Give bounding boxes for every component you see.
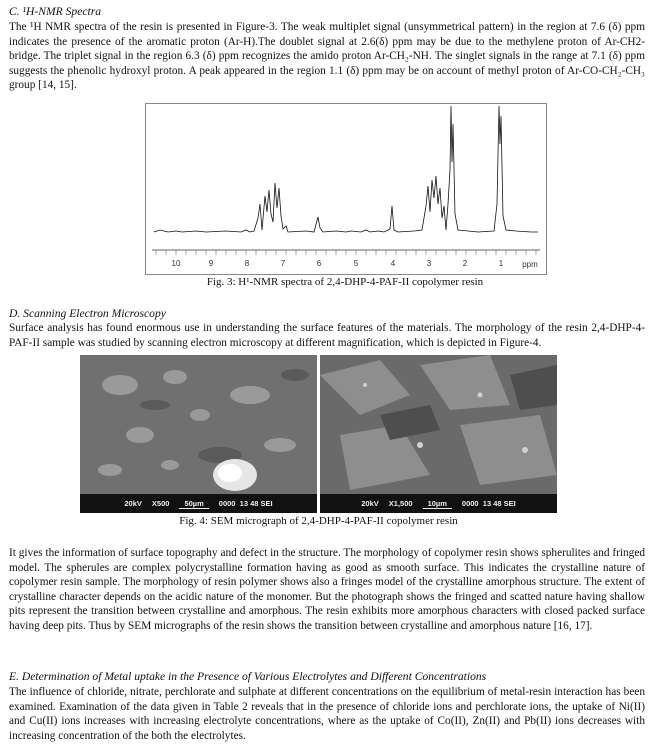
sem-micrograph-x500 — [80, 355, 317, 513]
paragraph-nmr: The ¹H NMR spectra of the resin is presented in Figure-3. The weak multiplet signal (unsymmetrical pattern) in the region at 7.6 (δ) ppm indicates the presence of the aromatic proton (Ar-H).The doublet signal at 2.6(δ) ppm may be due to the methylene proton of Ar-CH2- bridge. The triplet signal in the region 6.3 (δ) ppm recognizes the amido proton Ar-CH₂-NH. The singlet signals in the range at 7.1 (δ) ppm suggests the phenolic hydroxyl proton. A peak appeared in the region 1.1 (δ) ppm may be on account of methyl proton of Ar-CO-CH₂-CH₃ group [14, 15]. — [9, 21, 645, 92]
sem-scale-label: 10µm — [423, 499, 452, 509]
sem-texture-right — [320, 355, 557, 494]
tick-label-4: 4 — [390, 259, 396, 268]
paragraph-sem-discussion: It gives the information of surface topography and defect in the structure. The morphology of copolymer resin shows spherulites and fringed model. The spherules are complex polycrystalline formation having as good as smooth surface. This indicates the crystalline nature of copolymer resin sample. The morphology of resin polymer shows also a fringes model of the crystalline amorphous structure. The extent of crystalline character depends on the acidic nature of the monomer. But the photograph shows the fringed and scatted nature having shallow pits represent the transition between crystalline and amorphous. The resin exhibits more amorphous characters with closed packed surface having deep pits. Thus by SEM micrographs of the resin shows the transition between crystalline and amorphous nature [16, 17]. — [9, 547, 645, 632]
nmr-spectrum-figure — [145, 103, 547, 275]
tick-label-9: 9 — [208, 259, 214, 268]
sem-micrograph-x1500 — [320, 355, 557, 513]
tick-label-7: 7 — [280, 259, 286, 268]
section-heading-nmr: C. ¹H-NMR Spectra — [9, 5, 102, 18]
tick-label-6: 6 — [316, 259, 322, 268]
sem-kv-label: 20kV — [361, 499, 379, 508]
tick-label-1: 1 — [498, 259, 504, 268]
sem-scale-label: 50µm — [179, 499, 208, 509]
figure-3-caption: Fig. 3: H¹-NMR spectra of 2,4-DHP-4-PAF-II copolymer resin — [206, 276, 484, 288]
tick-label-2: 2 — [462, 259, 468, 268]
figure-4-caption: Fig. 4: SEM micrograph of 2,4-DHP-4-PAF-II copolymer resin — [179, 515, 458, 527]
paragraph-metal-uptake: The influence of chloride, nitrate, perchlorate and sulphate at different concentrations on the equilibrium of metal-resin interaction has been examined. Examination of the data given in Table 2 reveals that in the presence of chloride ions and perchlorate ions, the uptake of Ni(II) and Cu(II) ions increases with increasing electrolyte concentrations, where as the uptake of Co(II), Zn(II) and Pb(II) ions decreases with increasing concentration of the both the electrolytes. — [9, 686, 645, 742]
tick-label-10: 10 — [171, 259, 181, 268]
axis-unit-label: ppm — [522, 260, 538, 269]
sem-info-bar-left — [80, 494, 317, 513]
paragraph-sem: Surface analysis has found enormous use in understanding the surface features of the materials. The morphology of the resin 2,4-DHP-4-PAF-II sample was studied by scanning electron microscopy at different magnification, which is depicted in Figure-4. — [9, 322, 645, 349]
tick-label-5: 5 — [353, 259, 359, 268]
tick-label-3: 3 — [426, 259, 432, 268]
sem-texture-left — [80, 355, 317, 494]
sem-code-label: 0000 13 48 SEI — [218, 499, 273, 508]
section-heading-sem: D. Scanning Electron Microscopy — [9, 307, 166, 320]
nmr-spectrum-plot — [146, 104, 546, 274]
sem-mag-label: X500 — [151, 499, 170, 508]
sem-mag-label: X1,500 — [388, 499, 413, 508]
sem-code-label: 0000 13 48 SEI — [461, 499, 516, 508]
section-heading-metal-uptake: E. Determination of Metal uptake in the Presence of Various Electrolytes and Different Concentrations — [9, 670, 487, 683]
sem-kv-label: 20kV — [124, 499, 142, 508]
tick-label-8: 8 — [244, 259, 250, 268]
sem-info-bar-right — [320, 494, 557, 513]
